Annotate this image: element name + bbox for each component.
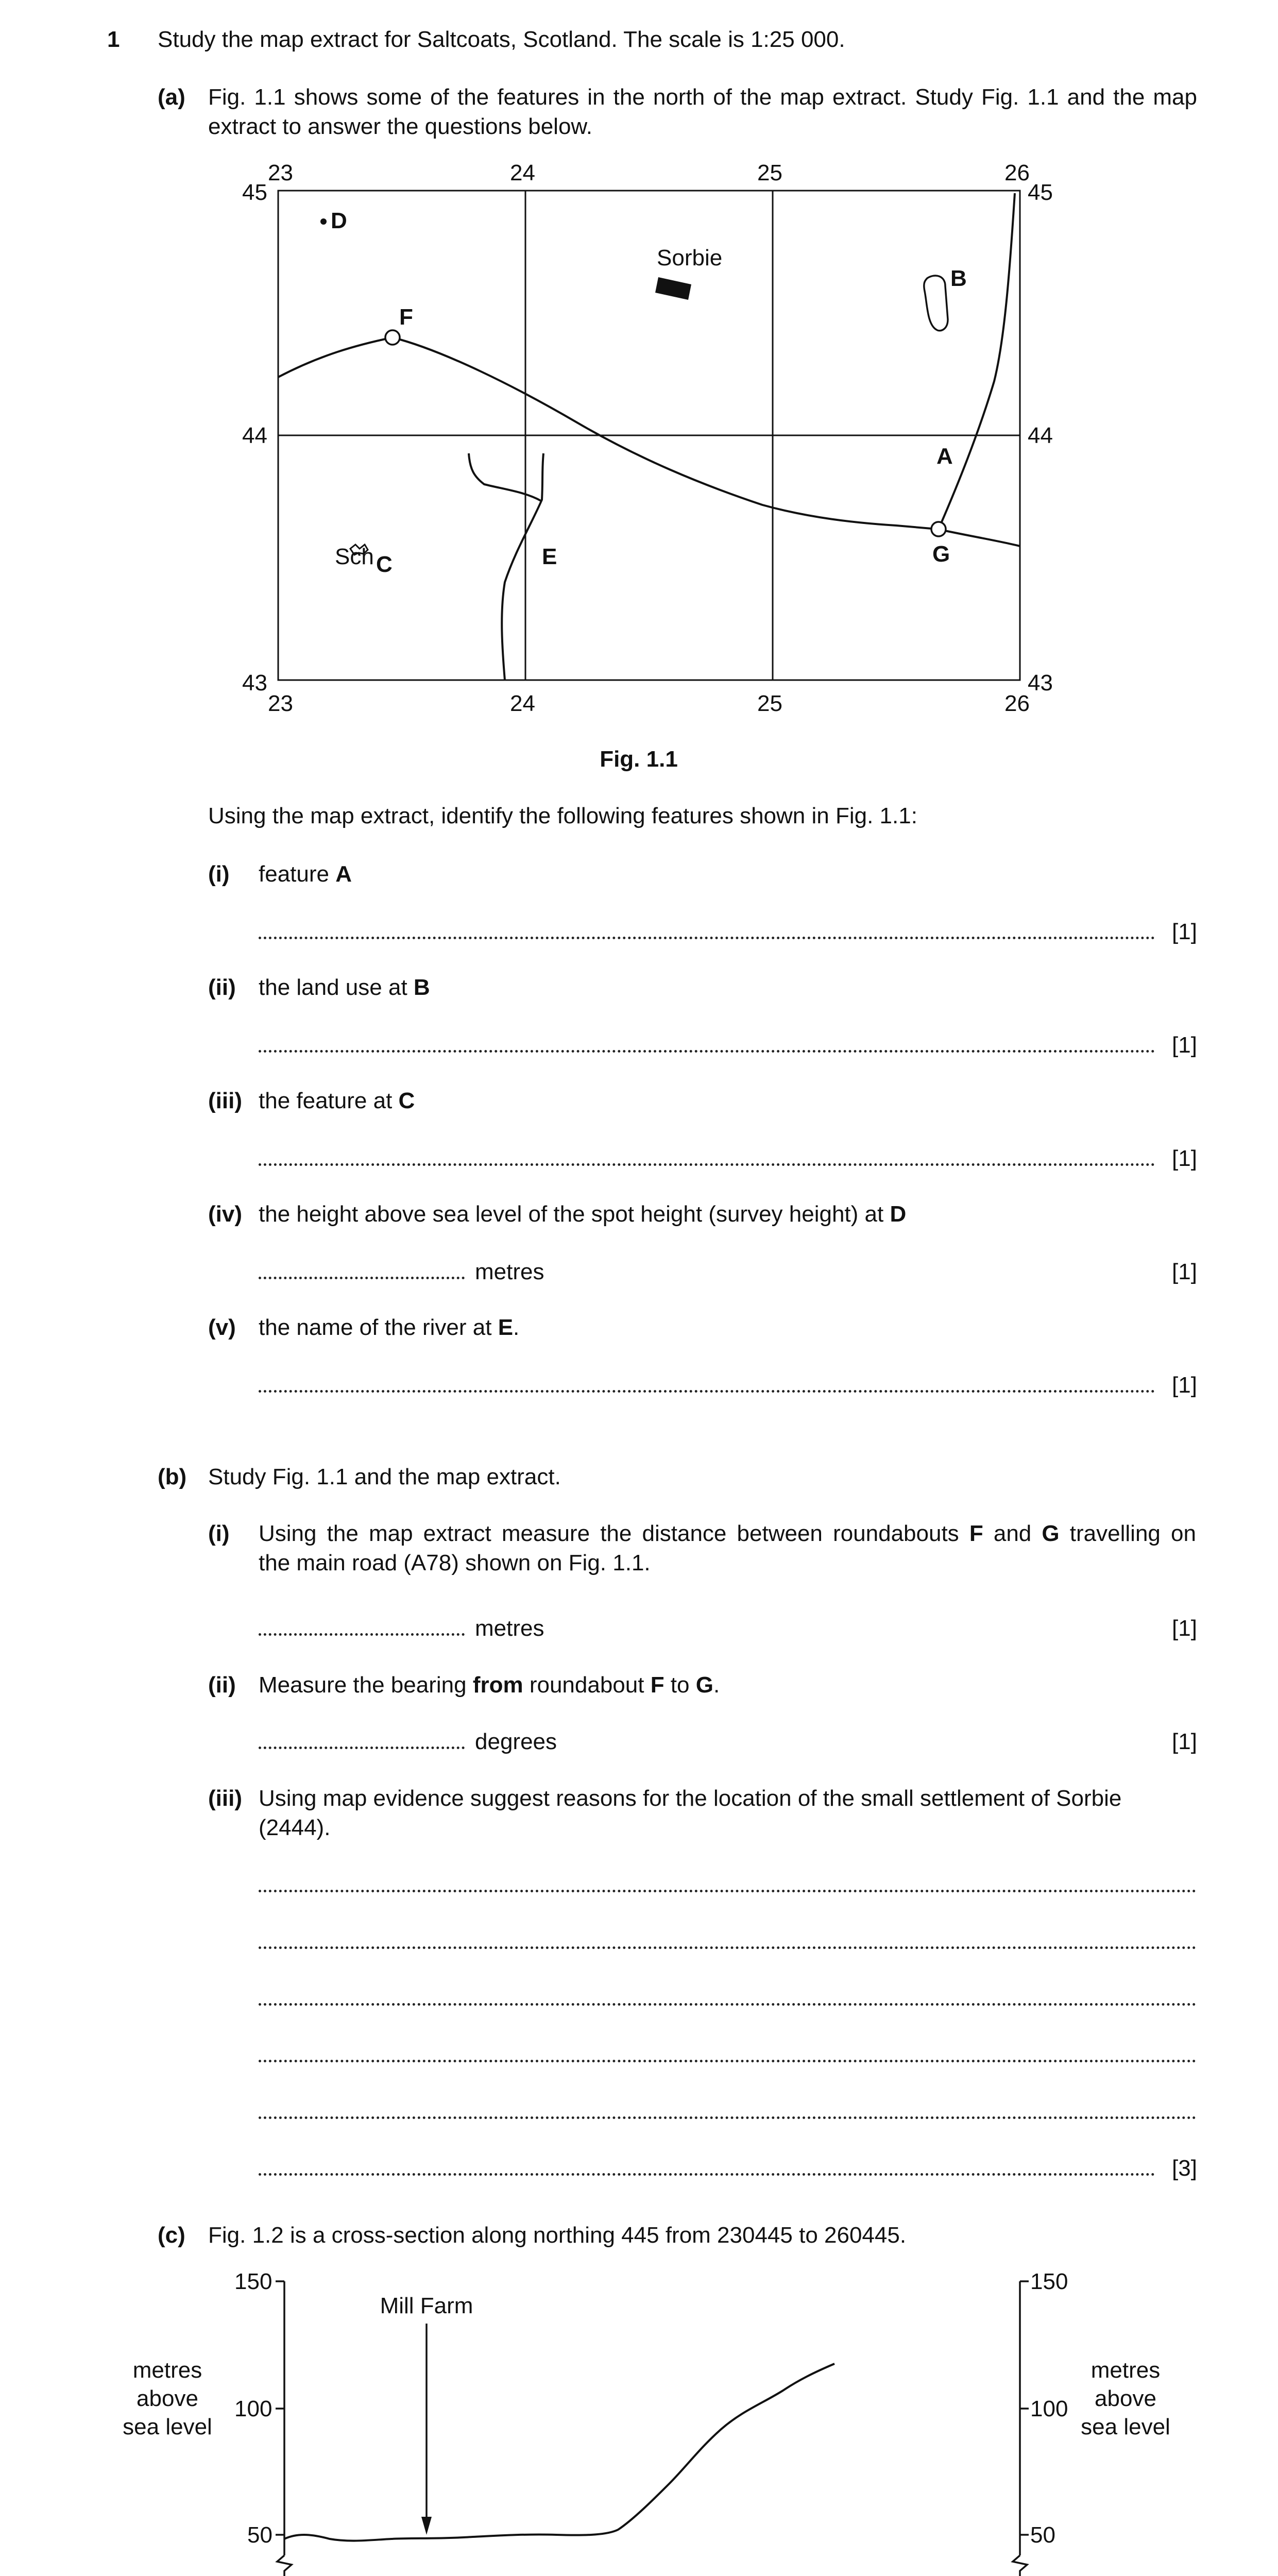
answer-line-b-iii-2[interactable] <box>259 1946 1196 1949</box>
spot-height-d <box>320 218 327 225</box>
land-use-b-outline <box>924 276 948 331</box>
unit-b-i: metres <box>475 1616 544 1641</box>
part-a-iv-num: (iv) <box>208 1201 242 1227</box>
question-intro: Study the map extract for Saltcoats, Scotland. The scale is 1:25 000. <box>158 27 845 52</box>
y-tick-right-50: 50 <box>1030 2522 1055 2548</box>
left-axis-break <box>277 2555 292 2576</box>
ylabel-left-1: metres <box>132 2358 202 2383</box>
northing-left-44: 44 <box>242 423 267 448</box>
part-b-i-num: (i) <box>208 1521 230 1546</box>
easting-top-26: 26 <box>1004 160 1030 185</box>
part-b-label: (b) <box>158 1464 187 1489</box>
mark-a-ii: [1] <box>1172 1032 1197 1058</box>
roundabout-f <box>385 330 400 345</box>
ylabel-left-3: sea level <box>123 2414 212 2439</box>
part-b-ii-num: (ii) <box>208 1672 236 1698</box>
mark-b-i: [1] <box>1172 1616 1197 1641</box>
part-b-i-text: Using the map extract measure the distance between roundabouts F and G travelling on the main road (A78) shown on Fig. 1.1. <box>259 1521 1196 1576</box>
answer-line-a-iii[interactable] <box>259 1163 1155 1166</box>
northing-right-45: 45 <box>1028 180 1053 205</box>
mark-b-iii: [3] <box>1172 2156 1197 2181</box>
easting-bottom-26: 26 <box>1004 691 1030 716</box>
part-c-label: (c) <box>158 2223 185 2248</box>
part-a-iv-text: the height above sea level of the spot height (survey height) at D <box>259 1201 907 1227</box>
sorbie-building <box>655 277 691 300</box>
answer-line-a-i[interactable] <box>259 937 1155 939</box>
answer-line-b-iii-1[interactable] <box>259 1890 1196 1892</box>
part-a-label: (a) <box>158 84 185 110</box>
label-d: D <box>331 208 347 233</box>
label-sch: Sch <box>335 544 374 569</box>
northing-right-44: 44 <box>1028 423 1053 448</box>
label-a: A <box>936 444 953 469</box>
ylabel-right-1: metres <box>1090 2358 1161 2383</box>
ylabel-right-2: above <box>1095 2386 1156 2411</box>
answer-line-b-iii-6[interactable] <box>259 2173 1155 2176</box>
question-number: 1 <box>107 27 120 52</box>
annotation-mill-farm: Mill Farm <box>380 2293 473 2318</box>
answer-line-a-iv[interactable] <box>259 1277 465 1279</box>
easting-top-23: 23 <box>268 160 293 185</box>
answer-line-b-ii[interactable] <box>259 1747 465 1749</box>
part-a-ii-text: the land use at B <box>259 975 430 1000</box>
part-a-v-text: the name of the river at E. <box>259 1315 520 1340</box>
label-e: E <box>542 544 557 569</box>
answer-line-b-i[interactable] <box>259 1633 465 1636</box>
part-b-ii-text: Measure the bearing from roundabout F to G. <box>259 1672 720 1698</box>
roundabout-g <box>931 522 946 536</box>
y-tick-left-50: 50 <box>247 2522 272 2548</box>
right-axis-break <box>1013 2555 1027 2576</box>
label-sorbie: Sorbie <box>657 245 723 270</box>
mill-farm-arrowhead <box>421 2517 432 2535</box>
answer-line-b-iii-3[interactable] <box>259 2003 1196 2006</box>
part-b-iii-text: Using map evidence suggest reasons for the location of the small settlement of Sorbie (2444). <box>259 1786 1122 1841</box>
mark-a-v: [1] <box>1172 1372 1197 1398</box>
road-north <box>939 193 1015 529</box>
part-a-i-text: feature A <box>259 861 352 887</box>
northing-left-45: 45 <box>242 180 267 205</box>
easting-top-25: 25 <box>757 160 782 185</box>
ylabel-left-2: above <box>137 2386 198 2411</box>
part-a-iii-text: the feature at C <box>259 1088 415 1113</box>
y-tick-left-150: 150 <box>234 2269 272 2294</box>
mark-a-iv: [1] <box>1172 1259 1197 1284</box>
unit-b-ii: degrees <box>475 1729 557 1754</box>
northing-left-43: 43 <box>242 670 267 696</box>
mark-a-i: [1] <box>1172 919 1197 944</box>
part-b-iii-num: (iii) <box>208 1786 242 1811</box>
ylabel-right-3: sea level <box>1081 2414 1170 2439</box>
main-road-a78 <box>278 337 1020 546</box>
label-c: C <box>376 552 393 577</box>
part-a-lead: Using the map extract, identify the following features shown in Fig. 1.1: <box>208 803 917 828</box>
mark-a-iii: [1] <box>1172 1146 1197 1171</box>
answer-line-b-iii-4[interactable] <box>259 2060 1196 2062</box>
y-tick-right-150: 150 <box>1030 2269 1068 2294</box>
answer-line-a-v[interactable] <box>259 1390 1155 1393</box>
fig-1-1-map <box>227 155 1102 732</box>
northing-right-43: 43 <box>1028 670 1053 696</box>
river-e <box>502 453 543 680</box>
easting-bottom-24: 24 <box>510 691 535 716</box>
label-g: G <box>932 541 950 567</box>
part-b-text: Study Fig. 1.1 and the map extract. <box>208 1464 561 1489</box>
mark-b-ii: [1] <box>1172 1729 1197 1754</box>
unit-a-iv: metres <box>475 1259 544 1284</box>
y-tick-left-100: 100 <box>234 2396 272 2421</box>
easting-top-24: 24 <box>510 160 535 185</box>
easting-bottom-25: 25 <box>757 691 782 716</box>
part-a-text: Fig. 1.1 shows some of the features in the north of the map extract. Study Fig. 1.1 and the map extract to answer the questions below. <box>208 84 1197 140</box>
fig-1-1-caption: Fig. 1.1 <box>600 747 678 772</box>
part-a-iii-num: (iii) <box>208 1088 242 1113</box>
part-a-i-num: (i) <box>208 861 230 887</box>
cross-section-profile <box>284 2364 834 2541</box>
part-a-ii-num: (ii) <box>208 975 236 1000</box>
fig-1-2-cross-section <box>103 2257 1185 2576</box>
answer-line-b-iii-5[interactable] <box>259 2116 1196 2119</box>
easting-bottom-23: 23 <box>268 691 293 716</box>
part-a-v-num: (v) <box>208 1315 236 1340</box>
y-tick-right-100: 100 <box>1030 2396 1068 2421</box>
answer-line-a-ii[interactable] <box>259 1050 1155 1053</box>
label-b: B <box>950 266 967 291</box>
part-c-text: Fig. 1.2 is a cross-section along northing 445 from 230445 to 260445. <box>208 2223 907 2248</box>
label-f: F <box>399 304 413 330</box>
river-tributary <box>469 453 541 501</box>
